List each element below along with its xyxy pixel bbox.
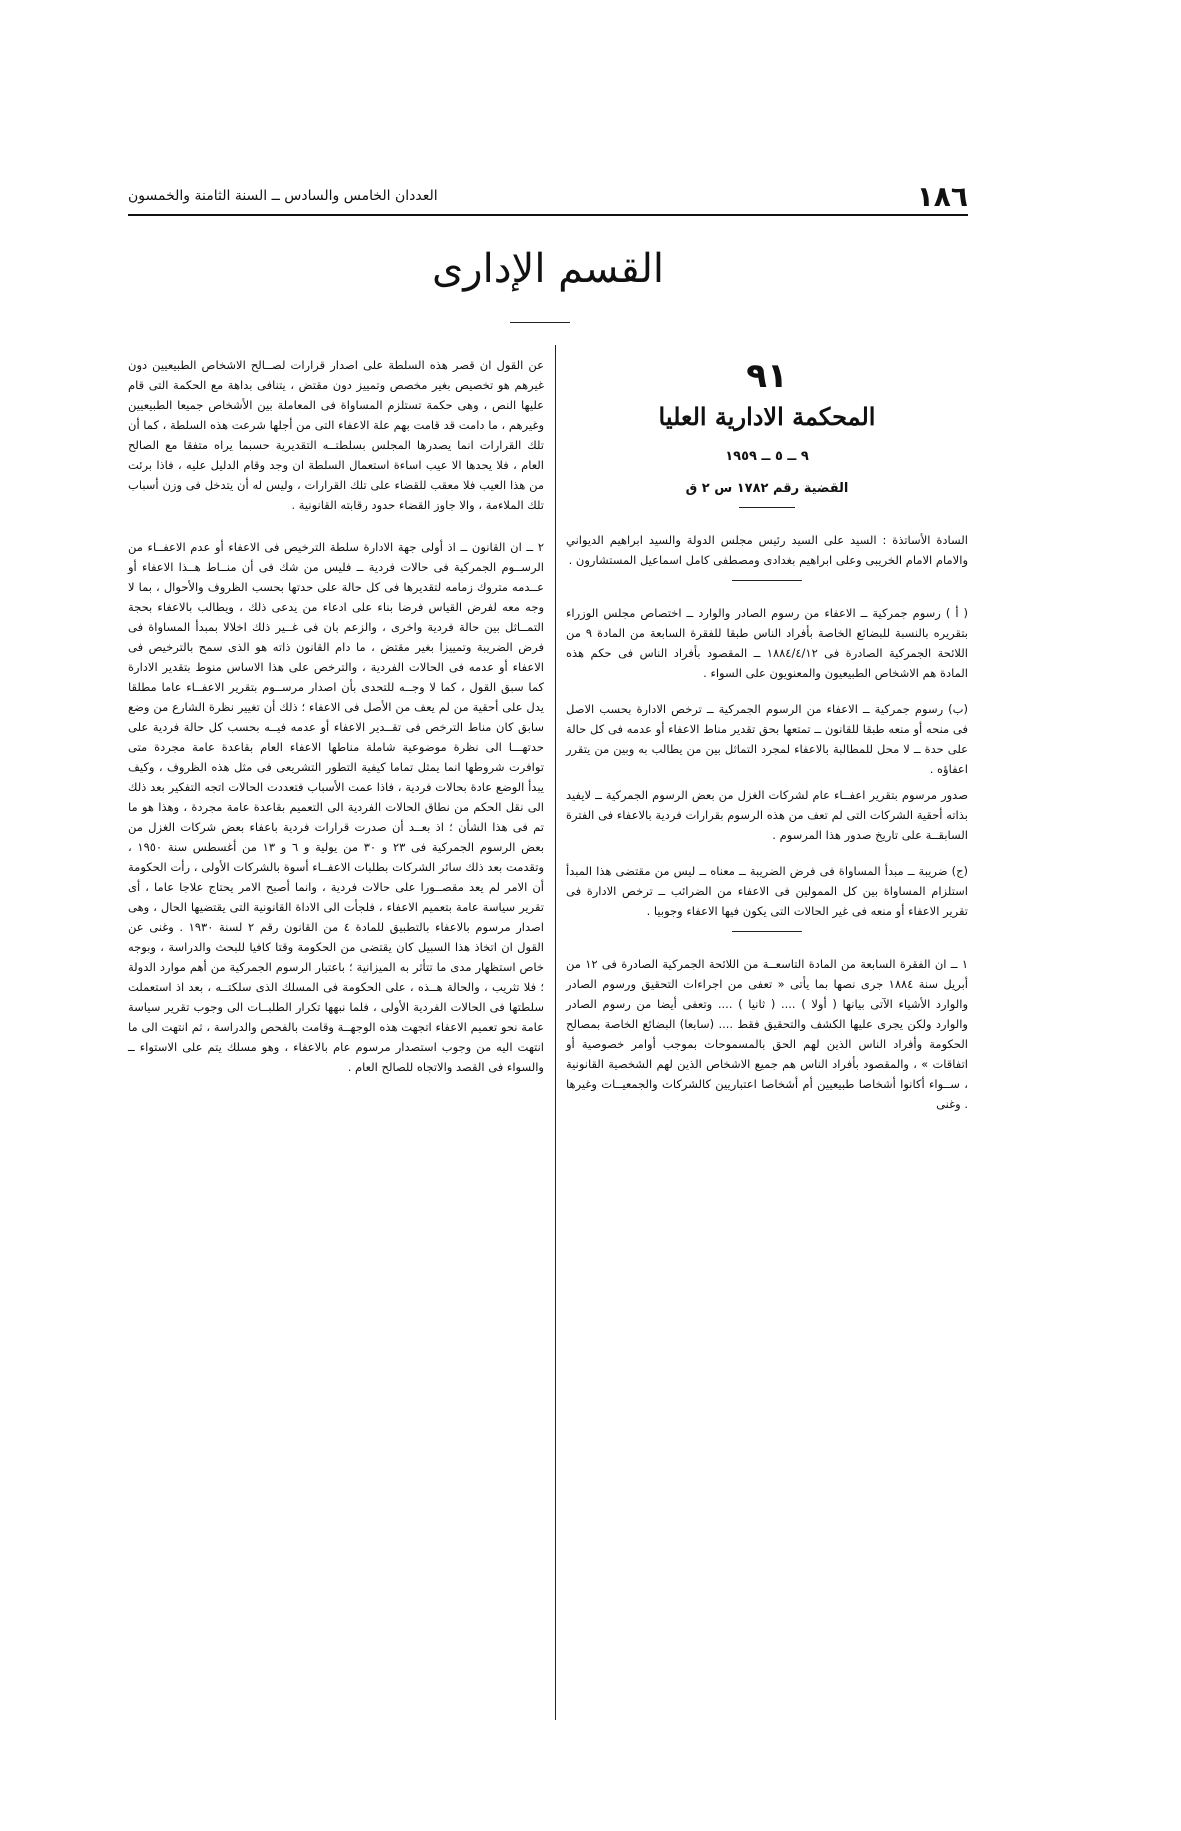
court-name: المحكمة الادارية العليا	[658, 402, 876, 431]
body-paragraph-1: ١ ــ ان الفقرة السابعة من المادة التاسعــة من اللائحة الجمركية الصادرة فى ١٢ من أبريل سنة ١٨٨٤ جرى نصها بما يأتى « تعفى من اجراءات التحقيق ورسوم الصادر والوارد الأشياء الآتى بيانها ( أولا ) .... ( ثانيا ) .... وتعفى أيضا من رسوم الصادر والوارد ولكن يجرى عليها الكشف والتحقيق فقط .... (سابعا) البضائع الخاصة بمصالح الحكومة وأفراد الناس الذين لهم الحق بالمسموحات بموجب أوامر خصوصية أو اتفاقات » ، والمقصود بأفراد الناس هم جميع الاشخاص الذين لهم الشخصية القانونية ، ســواء أكانوا أشخاصا طبيعيين أم أشخاصا اعتباريين كالشركات والجمعيــات وغيرها . وغنى	[566, 957, 969, 1111]
paragraph-gap	[128, 521, 544, 537]
left-column	[128, 355, 544, 1083]
column-divider	[555, 345, 556, 1720]
running-header	[128, 180, 968, 212]
page-number: ١٨٦	[916, 179, 968, 213]
case-date: ٩ ــ ٥ ــ ١٩٥٩	[725, 449, 809, 464]
title-rule	[510, 322, 570, 323]
case-header	[566, 355, 968, 508]
body-paragraph-continued: عن القول ان قصر هذه السلطة على اصدار قرارات لصــالح الاشخاص الطبيعيين دون غيرهم هو تخصيص بغير مخصص وتمييز دون مقتض ، يتنافى بداهة مع الحكمة التى قام عليها النص ، وهى حكمة تستلزم المساواة فى المعاملة بين الأشخاص جميعا الطبيعيين وغيرهم ، ما دامت قد قامت بهم علة الاعفاء التى من أجلها شرعت هذه السلطة ، كما أن تلك القرارات انما يصدرها المجلس بسلطتــه التقديرية حسبما يراه متفقا مع الصالح العام ، فلا يحدها الا عيب اساءة استعمال السلطة ان وجد وقام الدليل عليه ، فاذا برئت من هذا العيب فلا معقب للقضاء على تلك القرارات ، وليس له أن يتدخل فى وزن أسباب تلك الملاءمة ، والا جاوز القضاء حدود رقابته القانونية .	[128, 358, 544, 512]
header-rule	[128, 214, 968, 216]
case-number: ٩١	[746, 356, 788, 396]
separator-rule	[732, 580, 802, 581]
case-rule	[739, 507, 795, 508]
principle-c: (ج) ضريبة ــ مبدأ المساواة فى فرض الضريبة ــ معناه ــ ليس من مقتضى هذا المبدأ استلزام المساواة بين كل الممولين فى الاعفاء من الضرائب ــ ترخص الادارة فى تقرير الاعفاء أو منعه فى غير الحالات التى يكون فيها الاعفاء وجوبيا .	[566, 864, 968, 918]
case-reference: القضية رقم ١٧٨٢ س ٢ ق	[685, 481, 849, 496]
principle-b: (ب) رسوم جمركية ــ الاعفاء من الرسوم الجمركية ــ ترخص الادارة بحسب الاصل فى منحه أو منعه طبقا للقانون ــ تمتعها بحق تقدير مناط الاعفاء أو عدمه فى كل حالة على حدة ــ لا محل للمطالبة بالاعفاء لمجرد التماثل بين من يطالب به وبين من يتقرر اعفاؤه .	[566, 702, 968, 776]
body-paragraph-2: ٢ ــ ان القانون ــ اذ أولى جهة الادارة سلطة الترخيص فى الاعفاء أو عدم الاعفــاء من الرســوم الجمركية فى حالات فردية ــ فليس من شك فى أن منــاط هــذا الاعفاء أو عــدمه متروك زمامه لتقديرها فى كل حالة على حدتها بحسب الظروف والأحوال ، بما لا وجه معه لفرض القياس فرضا بناء على ادعاء من يدعى ذلك ، ويطالب بالاعفاء بحجة التمــاثل بين حالة فردية واخرى ، والزعم بان فى غــير ذلك اخلالا بمبدأ المساواة فى فرض الضريبة وتمييزا بغير مقتض ، ما دام القانون ذاته هو الذى سمح بالترخيص فى الاعفاء أو عدمه فى الحالات الفردية ، والترخص على هذا الاساس منوط بتقدير الادارة كما سبق القول ، كما لا وجــه للتحدى بأن اصدار مرســوم بتقرير الاعفــاء عاما مطلقا يدل على أحقية من لم يعف من الأصل فى الاعفاء ؛ ذلك أن تغيير نظرة الشارع من وضع سابق كان مناط الترخص فى تقــدير الاعفاء أو عدمه فيــه بحسب كل حالة فردية على حدتهـــا الى نظرة موضوعية شاملة مناطها الاعفاء العام بقاعدة عامة مجردة متى توافرت شروطها انما يمثل تماما كيفية التطور التشريعى فى مثل هذه الظروف ، وكيف يبدأ الوضع عادة بحالات فردية ، فاذا عمت الأسباب فتعددت الحالات اتجه التفكير بعد ذلك الى نقل الحكم من نطاق الحالات الفردية الى التعميم بقاعدة عامة مجردة ، وهذا هو ما تم فى هذا الشأن ؛ اذ بعــد أن صدرت قرارات فردية باعفاء بعض شركات الغزل من بعض الرسوم الجمركية فى ٢٣ و ٣٠ من يولية و ٦ و ١٣ من أغسطس سنة ١٩٥٠ ، وتقدمت بعد ذلك سائر الشركات بطلبات الاعفــاء أسوة بالشركات الأولى ، رأت الحكومة أن الامر لم يعد مقصــورا على حالات فردية ، وانما أصبح الامر يحتاج علاجا عاما ، أى تقرير سياسة عامة بتعميم الاعفاء ، فلجأت الى الاداة القانونية التى يقتضيها الحال ، وهى اصدار مرسوم بالاعفاء بالتطبيق للمادة ٤ من القانون رقم ٢ لسنة ١٩٣٠ . وغنى عن القول ان اتخاذ هذا السبيل كان يقتضى من الحكومة وقتا كافيا للبحث والدراسة ، وبوجه خاص استظهار مدى ما تتأثر به الميزانية ؛ باعتبار الرسوم الجمركية من أهم موارد الدولة ؛ فلا تثريب ، والحالة هــذه ، على الحكومة فى المسلك الذى سلكتــه ، بعد اذ استعملت سلطتها فى الحالات الفردية الأولى ، فلما نبهها تكرار الطلبــات الى وجوب تقرير سياسة عامة نحو تعميم الاعفاء اتجهت هذه الوجهــة وقامت بالفحص والدراسة ، ثم انتهت الى ما انتهت اليه من وجوب استصدار مرسوم عام بالاعفاء ، وهو مسلك يتم على الاستواء ــ والسواء فى القصد والاتجاه للصالح العام .	[128, 540, 545, 1074]
journal-line: العددان الخامس والسادس ــ السنة الثامنة والخمسون	[128, 188, 438, 204]
section-title: القسم الإدارى	[431, 246, 665, 292]
principle-b-continued: صدور مرسوم بتقرير اعفــاء عام لشركات الغزل من بعض الرسوم الجمركية ــ لايفيد بذاته أحقية الشركات التى لم تعف من هذه الرسوم بقرارات فردية بالاعفاء فى الفترة السابقــة على تاريخ صدور هذا المرسوم .	[566, 788, 968, 842]
principle-a: ( أ ) رسوم جمركية ــ الاعفاء من رسوم الصادر والوارد ــ اختصاص مجلس الوزراء بتقريره بالنسبة للبضائع الخاصة بأفراد الناس طبقا للفقرة السابعة من المادة ٩ من اللائحة الجمركية الصادرة فى ١٨٨٤/٤/١٢ ــ المقصود بأفراد الناس فى حكم هذه المادة هم الاشخاص الطبيعيون والمعنويون على السواء .	[566, 606, 968, 680]
separator-rule	[732, 931, 802, 932]
right-column	[566, 355, 968, 1120]
judges-paragraph: السادة الأساتذة : السيد على السيد رئيس مجلس الدولة والسيد ابراهيم الديواني والامام الامام الخريبى وعلى ابراهيم بغدادى ومصطفى كامل اسماعيل المستشارون .	[566, 533, 968, 567]
